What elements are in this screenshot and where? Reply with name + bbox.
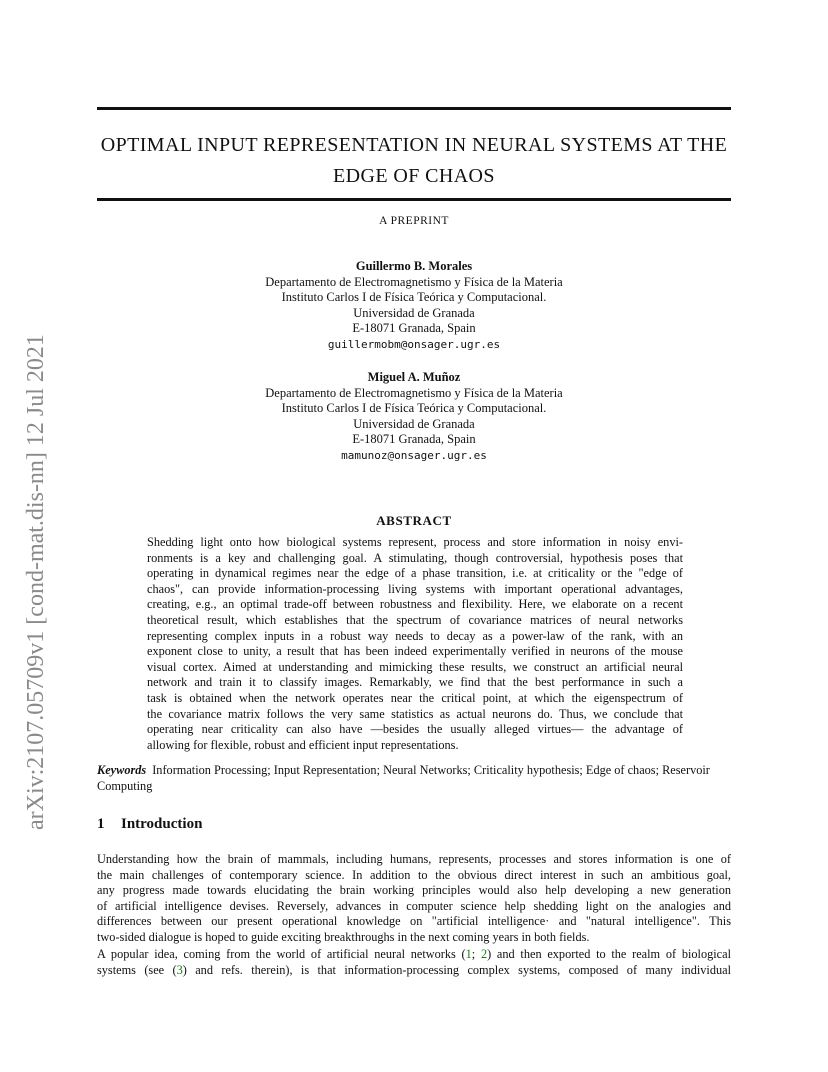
- affiliation-line: Departamento de Electromagnetismo y Física de la Materia: [265, 274, 563, 289]
- keywords-label: Keywords: [97, 763, 147, 777]
- citation-link[interactable]: 2: [480, 947, 488, 961]
- abstract-line: chaos", can provide information-processing living systems with important operational advantages,: [147, 581, 683, 596]
- paragraph-line: any progress made towards elucidating the brain working principles would also help developing a new generation: [97, 883, 731, 898]
- author-block: [0, 370, 828, 464]
- text-run: ) and refs. therein), is that information-processing complex systems, composed of many individual: [182, 962, 731, 977]
- paragraph-line: [97, 947, 731, 963]
- keywords-text: Information Processing; Input Representation; Neural Networks; Criticality hypothesis; Edge of chaos; Reservoir Computing: [97, 763, 710, 793]
- title-rule-bottom: [97, 198, 731, 201]
- abstract-body: [147, 535, 683, 753]
- affiliation-line: Instituto Carlos I de Física Teórica y Computacional.: [281, 290, 547, 305]
- abstract-line: Shedding light onto how biological systems represent, process and store information in noisy envi-: [147, 535, 683, 549]
- abstract-line: network and train it to classify images. Remarkably, we find that the best performance in such a: [147, 675, 683, 690]
- author-email[interactable]: guillermobm@onsager.ugr.es: [327, 337, 501, 351]
- citation-link[interactable]: 3: [176, 962, 183, 977]
- section-heading: [97, 816, 202, 833]
- title-rule-top: [97, 107, 731, 110]
- intro-paragraph: [97, 852, 731, 946]
- paper-title-line-2: EDGE OF CHAOS: [333, 165, 495, 187]
- affiliation-line: Universidad de Granada: [353, 305, 475, 320]
- abstract-line: allowing for flexible, robust and efficient input representations.: [147, 737, 459, 752]
- abstract-line: visual cortex. Aimed at understanding and mimicking these results, we construct an artificial neural: [147, 659, 683, 674]
- abstract-line: operating in dynamical regimes near the edge of a phase transition, i.e. at criticality or the "edge of: [147, 566, 683, 581]
- paragraph-line: the main challenges of contemporary science. In addition to the obvious direct interest in such an ambitious goal,: [97, 867, 731, 882]
- paragraph-line: differences between our present operational knowledge on "artificial intelligence· and "natural intelligence". This: [97, 914, 731, 929]
- paragraph-line: of artificial intelligence devises. Reversely, advances in computer science help shedding light on the analogies and: [97, 898, 731, 913]
- abstract-line: theoretical result, which establishes that the spectrum of covariance matrices of neural networks: [147, 612, 683, 627]
- paragraph-line: two-sided dialogue is hoped to guide exciting breakthroughs in the next coming years in both fields.: [97, 929, 590, 944]
- abstract-heading: ABSTRACT: [376, 513, 452, 528]
- paper-title-line-1: OPTIMAL INPUT REPRESENTATION IN NEURAL SYSTEMS AT THE: [100, 134, 728, 156]
- paragraph-line: Understanding how the brain of mammals, including humans, represents, processes and stores information is one of: [97, 852, 731, 866]
- affiliation-line: E-18071 Granada, Spain: [352, 432, 476, 447]
- paper-title: [97, 130, 731, 192]
- abstract-line: operating near criticality can also have —besides the usually alleged virtues— the advantage of: [147, 722, 683, 737]
- abstract-line: representing complex inputs in a robust way needs to decay as a power-law of the rank, with an: [147, 628, 683, 643]
- abstract-line: the covariance matrix follows the very same statistics as actual neurons do. Thus, we conclude that: [147, 706, 683, 721]
- affiliation-line: E-18071 Granada, Spain: [352, 321, 476, 336]
- abstract-line: task is obtained when the network operates near the critical point, at which the eigenspectrum of: [147, 690, 683, 705]
- intro-paragraph: [97, 947, 731, 978]
- text-run: ) and then exported to the realm of biological: [487, 947, 731, 961]
- author-name: Miguel A. Muñoz: [367, 370, 461, 384]
- abstract-line: exponent close to unity, a result that has been indeed experimentally verified in neurons of the mouse: [147, 644, 683, 659]
- text-run: systems (see (: [97, 962, 177, 977]
- author-email[interactable]: mamunoz@onsager.ugr.es: [341, 448, 487, 462]
- text-run: ;: [471, 947, 481, 961]
- citation-link[interactable]: 1: [465, 947, 472, 961]
- affiliation-line: Instituto Carlos I de Física Teórica y Computacional.: [281, 401, 547, 416]
- arxiv-identifier: arXiv:2107.05709v1 [cond-mat.dis-nn] 12 Jul 2021: [23, 334, 49, 830]
- abstract-line: creating, e.g., an optimal trade-off between robustness and flexibility. Here, we elaborate on a recent: [147, 597, 683, 612]
- paragraph-line: [97, 963, 731, 979]
- affiliation-line: Departamento de Electromagnetismo y Física de la Materia: [265, 385, 563, 400]
- author-name: Guillermo B. Morales: [355, 259, 473, 273]
- abstract-line: ronments is a key and challenging goal. A stimulating, though controversial, hypothesis poses that: [147, 550, 683, 565]
- keywords: [97, 763, 731, 794]
- preprint-label: A PREPRINT: [379, 215, 449, 227]
- text-run: A popular idea, coming from the world of artificial neural networks (: [97, 947, 466, 961]
- section-number: 1: [97, 816, 105, 832]
- section-title: Introduction: [121, 816, 203, 832]
- author-block: [0, 259, 828, 353]
- affiliation-line: Universidad de Granada: [353, 416, 475, 431]
